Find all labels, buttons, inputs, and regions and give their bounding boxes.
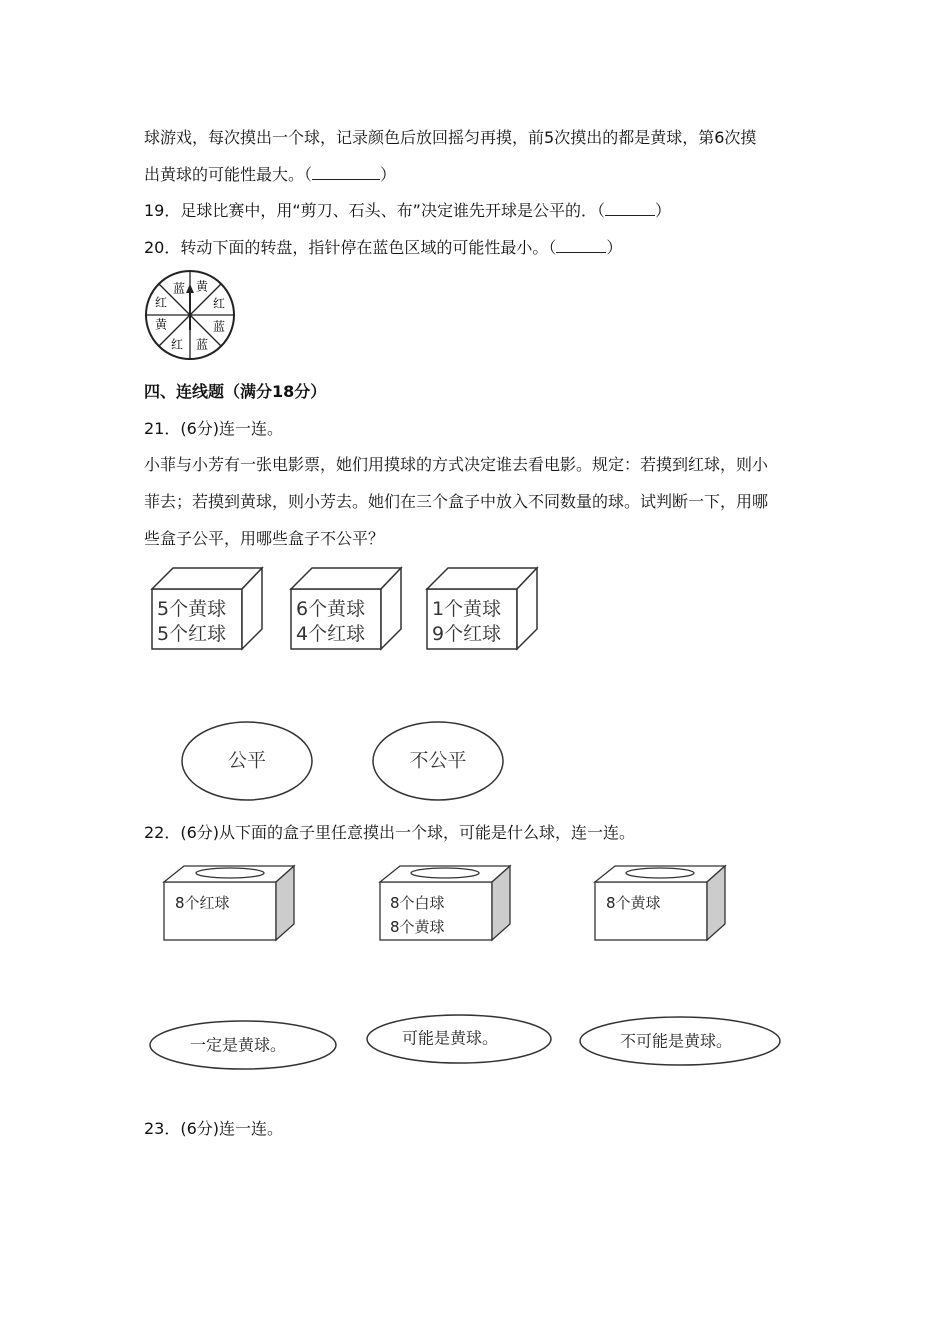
question-21-paragraph-2: 菲去；若摸到黄球，则小芳去。她们在三个盒子中放入不同数量的球。试判断一下，用哪 — [144, 492, 769, 511]
spinner-wheel — [143, 268, 237, 362]
text: ） — [654, 201, 671, 220]
oval-label: 可能是黄球。 — [401, 1028, 499, 1048]
box-label: 4个红球 — [296, 623, 366, 645]
answer-blank[interactable] — [605, 201, 655, 216]
sector-label: 蓝 — [212, 319, 226, 334]
box-label: 8个红球 — [175, 894, 230, 912]
text: 球游戏，每次摸出一个球，记录颜色后放回摇匀再摸，前 — [144, 128, 545, 147]
number: 18 — [272, 382, 295, 401]
box-label: 5个黄球 — [157, 598, 227, 620]
question-19 — [144, 200, 671, 222]
box-label: 6个黄球 — [296, 598, 366, 620]
question-18-continuation — [144, 127, 756, 149]
text: ） — [606, 238, 623, 257]
question-22-ovals — [148, 1012, 788, 1072]
box-label: 8个黄球 — [390, 918, 445, 936]
text: 次摸 — [724, 128, 757, 147]
sector-label: 黄 — [154, 317, 168, 332]
box-yellow-8[interactable] — [595, 866, 725, 940]
question-21-ovals — [178, 718, 508, 806]
box-label: 8个白球 — [390, 894, 445, 912]
oval-possible-yellow[interactable] — [367, 1015, 551, 1063]
text: 19．足球比赛中，用“剪刀、石头、布”决定谁先开球是公平的．（ — [144, 201, 605, 220]
question-21-boxes — [145, 562, 545, 654]
oval-label: 公平 — [227, 749, 267, 772]
question-23-title: 23．(6分)连一连。 — [144, 1119, 284, 1138]
box-red-8[interactable] — [164, 866, 294, 940]
oval-label: 一定是黄球。 — [189, 1035, 287, 1055]
question-21-title: 21．(6分)连一连。 — [144, 419, 284, 438]
number: 6 — [714, 128, 725, 147]
question-22-title: 22．(6分)从下面的盒子里任意摸出一个球，可能是什么球，连一连。 — [144, 823, 636, 842]
sector-label: 红 — [212, 296, 226, 311]
answer-blank[interactable] — [312, 165, 380, 180]
box-2[interactable] — [291, 568, 401, 649]
text: 次摸出的都是黄球，第 — [554, 128, 715, 147]
section-4-heading — [144, 381, 326, 403]
text: 出黄球的可能性最大。（ — [144, 165, 313, 184]
text: 四、连线题（满分 — [144, 382, 273, 401]
text: ） — [380, 165, 397, 184]
oval-label: 不公平 — [409, 749, 467, 772]
box-label: 5个红球 — [157, 623, 227, 645]
question-22-boxes — [160, 860, 730, 946]
number: 5 — [544, 128, 555, 147]
sector-label: 黄 — [195, 279, 209, 294]
oval-impossible-yellow[interactable] — [580, 1017, 780, 1065]
sector-label: 红 — [154, 295, 168, 310]
oval-unfair[interactable] — [373, 722, 503, 800]
box-label: 1个黄球 — [432, 598, 502, 620]
text: 20．转动下面的转盘，指针停在蓝色区域的可能性最小。（ — [144, 238, 557, 257]
text: 分） — [294, 382, 327, 401]
sector-label: 蓝 — [172, 281, 186, 296]
question-21-paragraph-1: 小菲与小芳有一张电影票，她们用摸球的方式决定谁去看电影。规定：若摸到红球，则小 — [144, 455, 769, 474]
box-white-yellow[interactable] — [380, 866, 510, 940]
box-label: 9个红球 — [432, 623, 502, 645]
oval-fair[interactable] — [182, 722, 312, 800]
question-20 — [144, 237, 622, 259]
box-label: 8个黄球 — [606, 894, 661, 912]
sector-label: 红 — [170, 337, 184, 352]
oval-label: 不可能是黄球。 — [619, 1031, 733, 1051]
box-1[interactable] — [152, 568, 262, 649]
question-18-end — [144, 164, 396, 186]
question-21-paragraph-3: 些盒子公平，用哪些盒子不公平？ — [144, 529, 385, 548]
sector-label: 蓝 — [195, 337, 209, 352]
box-3[interactable] — [427, 568, 537, 649]
oval-certain-yellow[interactable] — [150, 1021, 336, 1069]
answer-blank[interactable] — [556, 238, 606, 253]
